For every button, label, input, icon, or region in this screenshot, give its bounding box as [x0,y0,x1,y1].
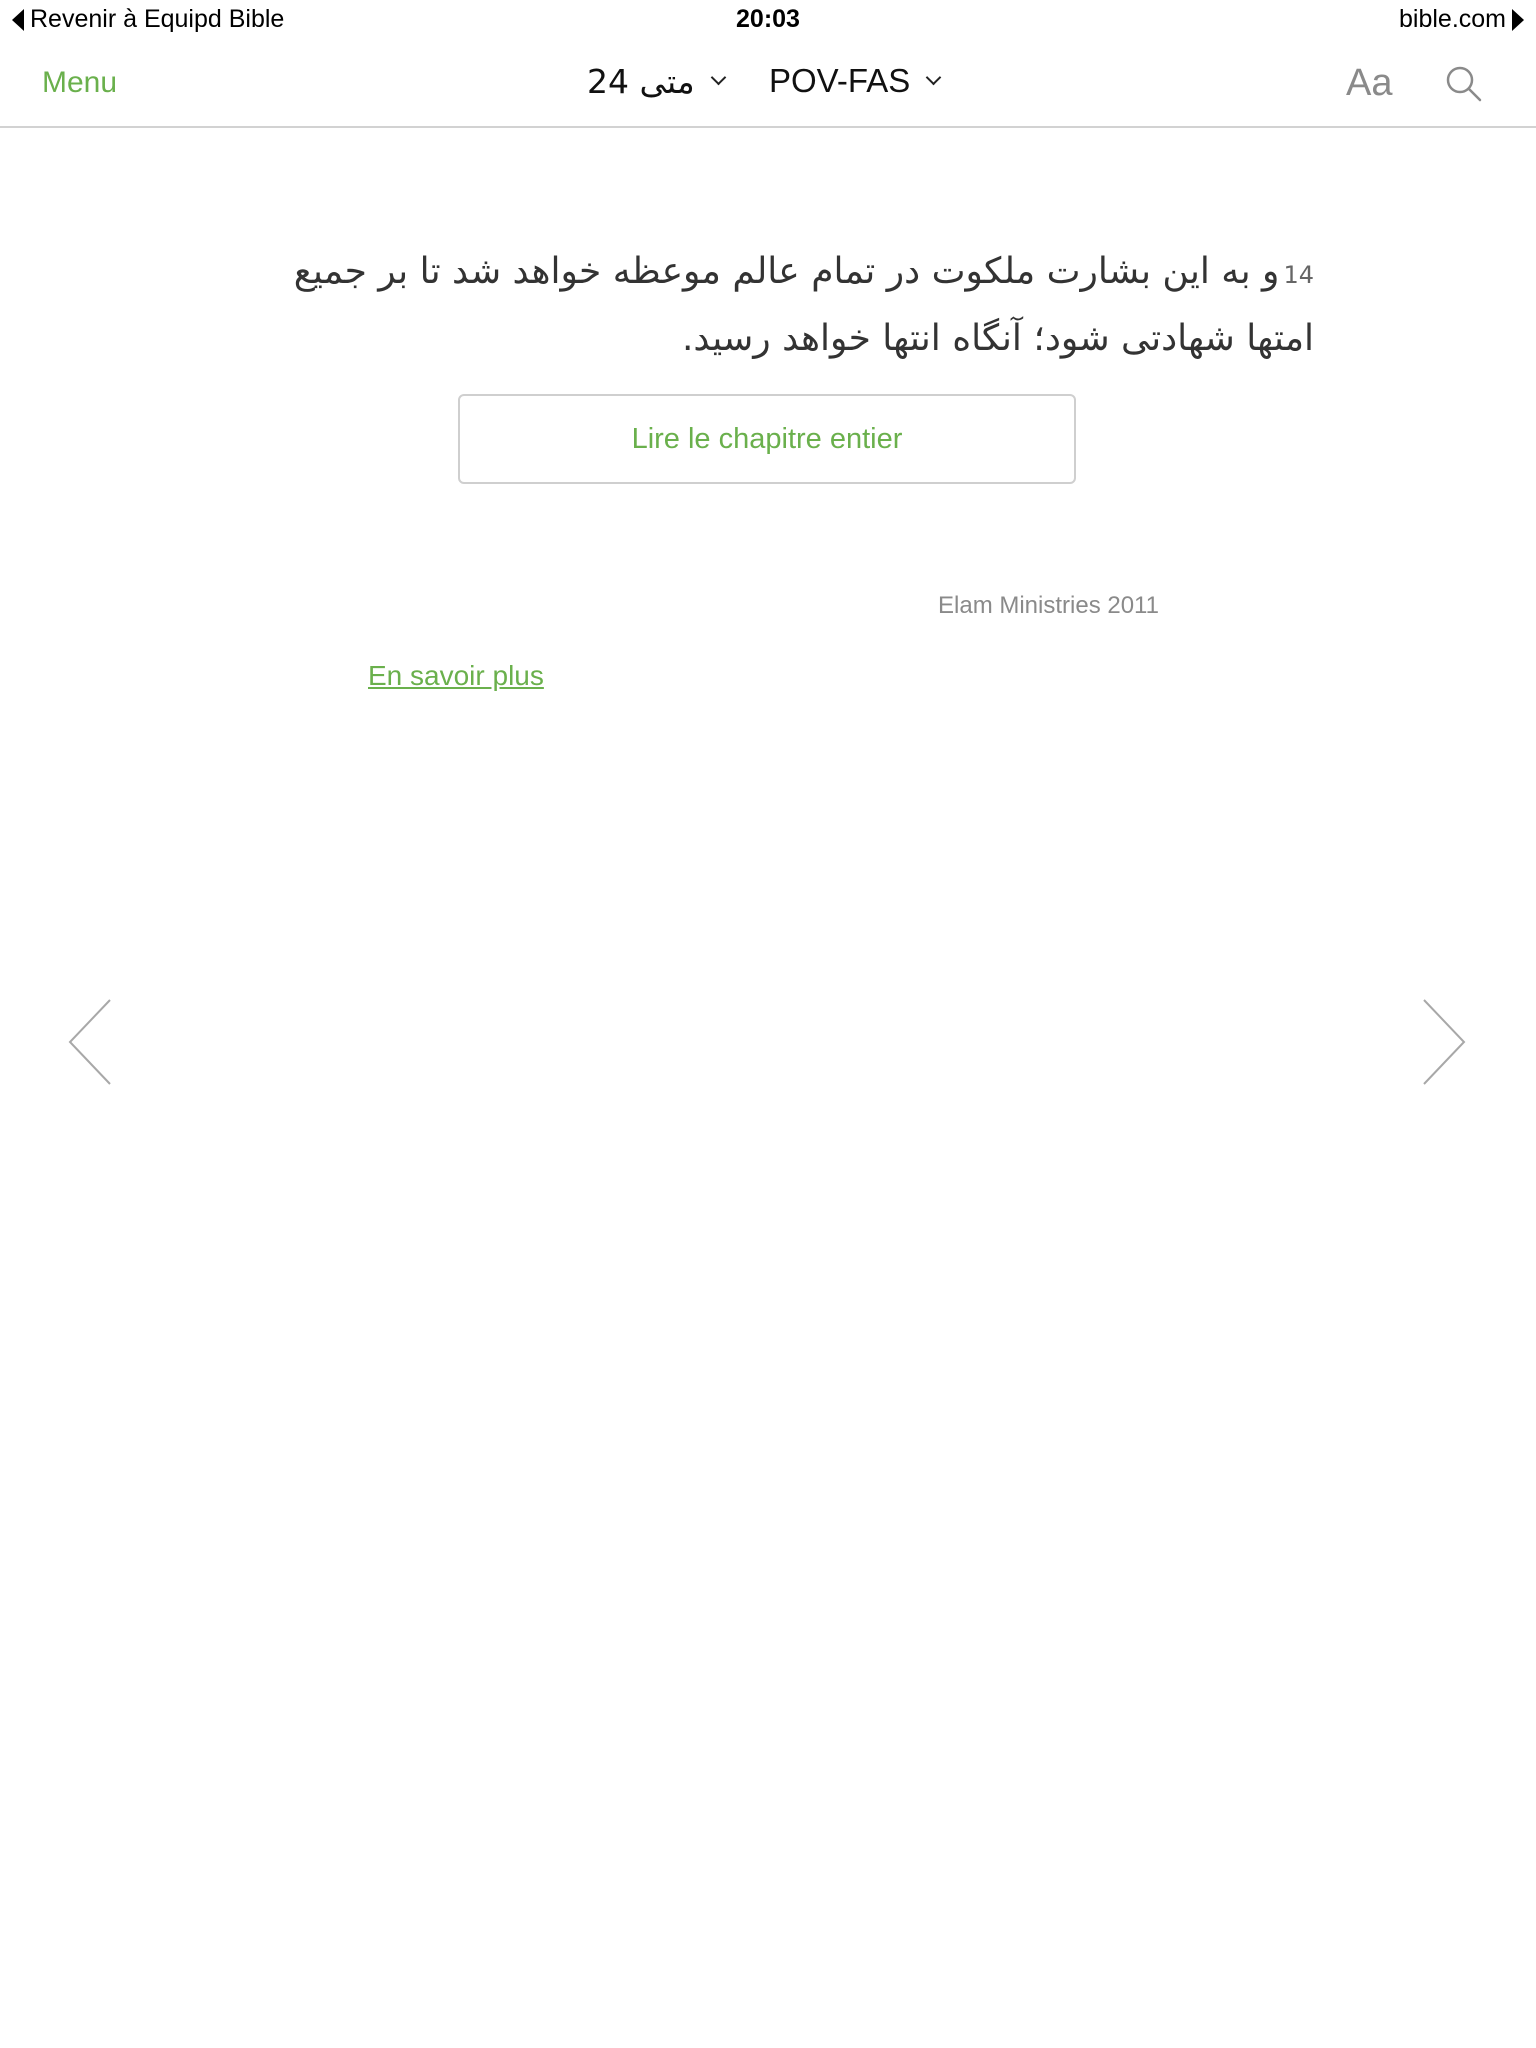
next-chapter-button[interactable] [1404,996,1494,1088]
font-size-button[interactable]: Aa [1346,62,1393,104]
search-icon [1444,64,1484,104]
book-chapter-label: متی 24 [587,62,695,101]
verse-text: و به این بشارت ملکوت در تمام عالم موعظه خواهد شد تا بر جمیع امتها شهادتی شود؛ آنگاه انتها خواهد رسید. [293,251,1314,359]
chevron-down-icon [710,70,726,86]
learn-more-link[interactable]: En savoir plus [368,660,544,691]
site-link[interactable] [1399,5,1524,34]
chevron-left-icon [64,996,154,1088]
verse-text-block [262,240,1314,371]
book-chapter-selector[interactable] [587,62,724,101]
menu-button[interactable]: Menu [42,66,118,99]
read-full-chapter-button[interactable]: Lire le chapitre entier [458,394,1076,484]
nav-bar [0,40,1536,128]
status-bar [0,0,1536,40]
chevron-right-icon [1404,996,1494,1088]
chevron-down-icon [926,69,942,85]
version-selector[interactable] [769,62,939,100]
copyright-text: Elam Ministries 2011 [938,592,1159,619]
search-button[interactable] [1444,64,1484,104]
back-to-app-label: Revenir à Equipd Bible [30,5,285,33]
previous-chapter-button[interactable] [64,996,154,1088]
site-label: bible.com [1399,5,1506,33]
version-label: POV-FAS [769,62,911,99]
verse-number: 14 [1283,261,1314,289]
forward-triangle-icon [1512,9,1524,31]
status-time: 20:03 [736,5,800,33]
